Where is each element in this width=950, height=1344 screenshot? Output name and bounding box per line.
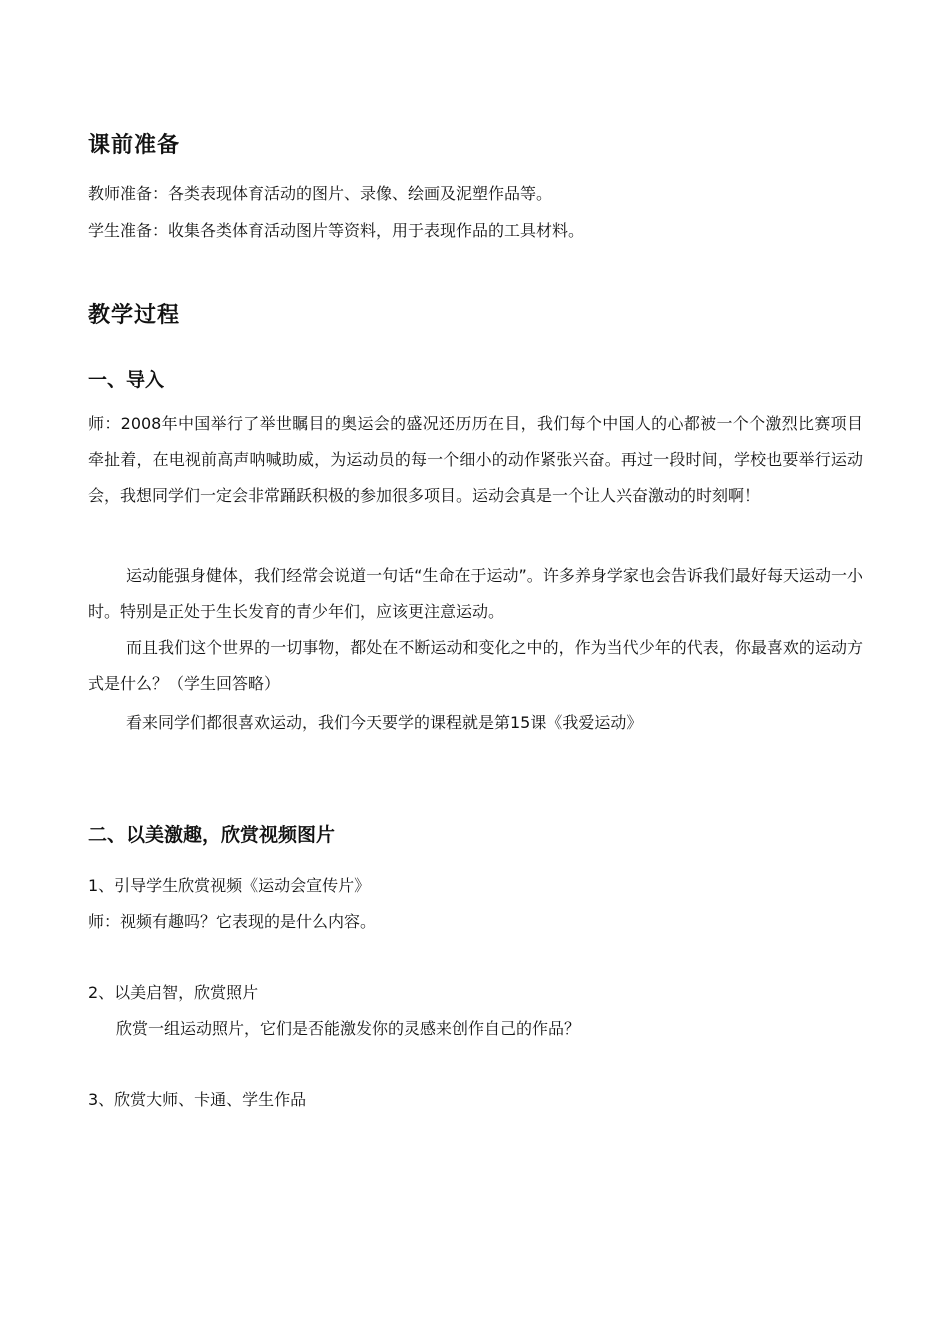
student-prep-text: 学生准备：收集各类体育活动图片等资料，用于表现作品的工具材料。: [88, 221, 585, 240]
item1-question: 师：视频有趣吗？它表现的是什么内容。: [88, 912, 377, 931]
intro-paragraph-4: 看来同学们都很喜欢运动，我们今天要学的课程就是第15课《我爱运动》: [126, 713, 643, 732]
intro-paragraph-3: 而且我们这个世界的一切事物，都处在不断运动和变化之中的，作为当代少年的代表，你最喜欢的运动方式是什么？（学生回答略）: [88, 638, 863, 693]
teacher-prep-text: 教师准备：各类表现体育活动的图片、录像、绘画及泥塑作品等。: [88, 184, 553, 203]
intro-paragraph-2: 运动能强身健体，我们经常会说道一句话“生命在于运动”。许多养身学家也会告诉我们最好每天运动一小时。特别是正处于生长发育的青少年们，应该更注意运动。: [88, 566, 863, 621]
section2-heading: 二、以美激趣，欣赏视频图片: [88, 824, 336, 846]
item3-text: 3、欣赏大师、卡通、学生作品: [88, 1090, 307, 1109]
process-heading: 教学过程: [88, 303, 181, 328]
item2-question: 欣赏一组运动照片，它们是否能激发你的灵感来创作自己的作品？: [116, 1019, 581, 1038]
section1-heading: 一、导入: [88, 369, 165, 391]
prep-heading: 课前准备: [88, 133, 181, 158]
item2-text: 2、以美启智，欣赏照片: [88, 983, 259, 1002]
intro-paragraph-1: 师：2008年中国举行了举世瞩目的奥运会的盛况还历历在目，我们每个中国人的心都被一个个激烈比赛项目牵扯着，在电视前高声呐喊助威，为运动员的每一个细小的动作紧张兴奋。再过一段时间，学校也要举行运动会，我想同学们一定会非常踊跃积极的参加很多项目。运动会真是一个让人兴奋激动的时刻啊！: [88, 414, 863, 505]
item1-text: 1、引导学生欣赏视频《运动会宣传片》: [88, 876, 371, 895]
